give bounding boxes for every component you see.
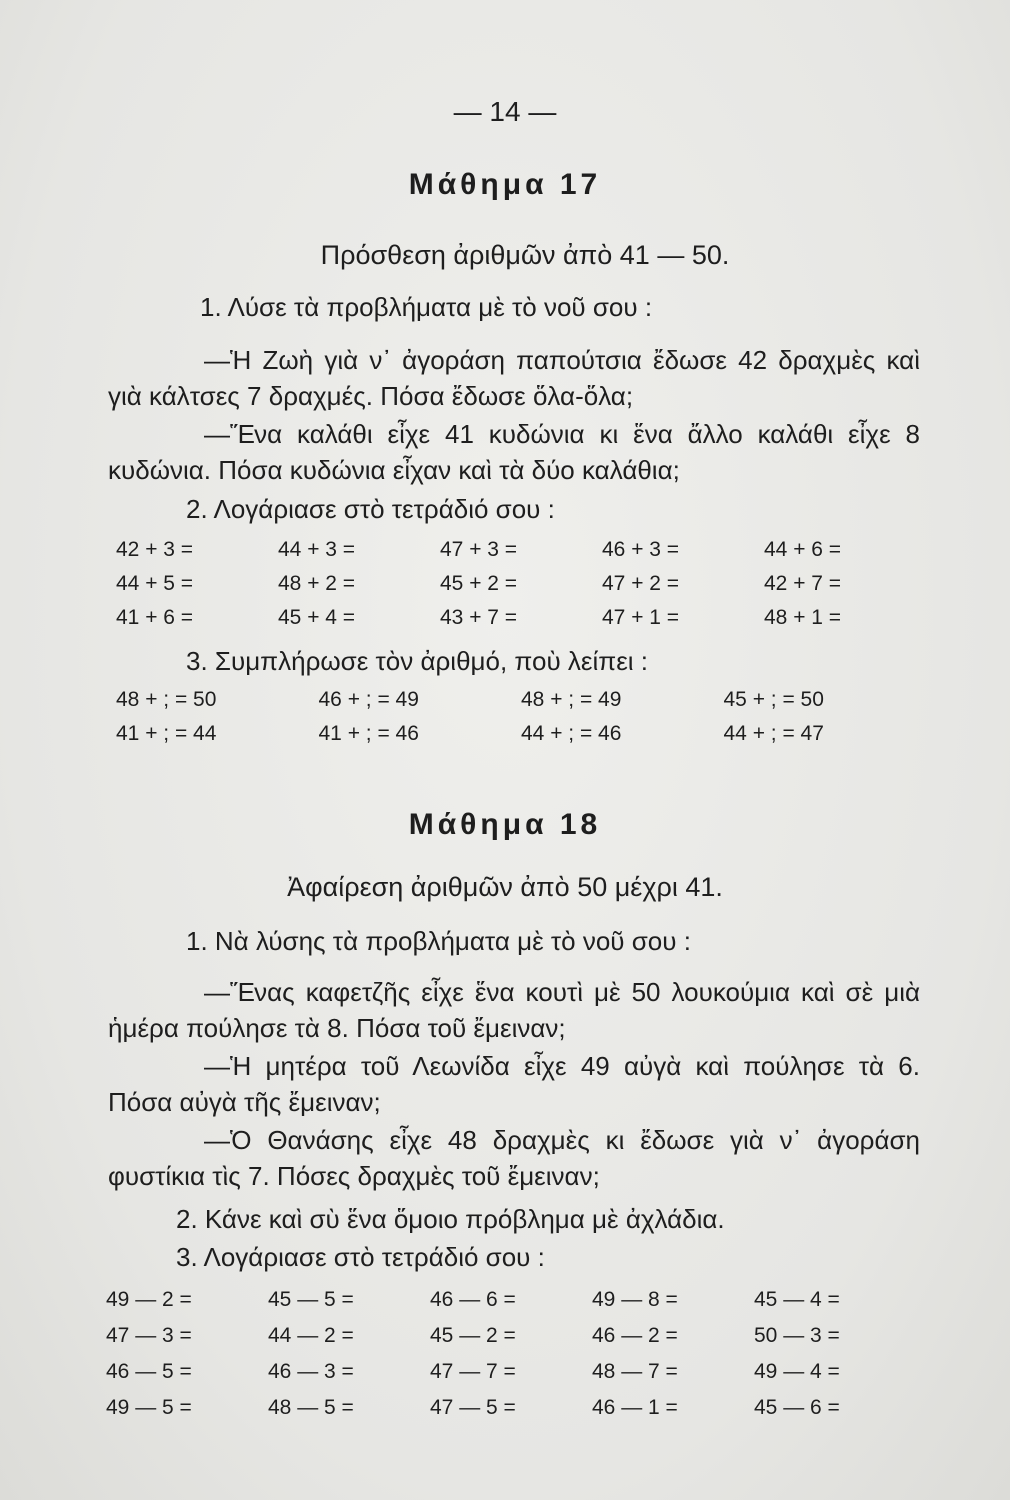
exercise: 47 + 2 = (602, 572, 680, 595)
exercise: 45 + ; = 50 (723, 688, 824, 711)
exercise: 48 + ; = 49 (521, 688, 622, 711)
lesson-17-missing-grid (116, 688, 926, 746)
exercise: 45 — 4 = (754, 1288, 840, 1311)
exercise: 44 — 2 = (268, 1324, 354, 1347)
exercise: 48 — 5 = (268, 1396, 354, 1419)
lesson-18-problem-3: —Ὁ Θανάσης εἶχε 48 δραχμὲς κι ἔδωσε γιὰ ν᾽ ἀγοράση φυστίκια τὶς 7. Πόσες δραχμὲς τοῦ ἔμειναν; (108, 1125, 920, 1191)
lesson-18-subtitle: Ἀφαίρεση ἀριθμῶν ἀπὸ 50 μέχρι 41. (287, 872, 723, 902)
lesson-18-subtraction-grid (106, 1288, 916, 1420)
lesson-18-problem-1: —Ἕνας καφετζῆς εἶχε ἕνα κουτὶ μὲ 50 λουκούμια καὶ σὲ μιὰ ἡμέρα πούλησε τὰ 8. Πόσα τοῦ ἔμειναν; (108, 977, 920, 1043)
lesson-17-subtitle: Πρόσθεση ἀριθμῶν ἀπὸ 41 — 50. (320, 240, 730, 270)
exercise: 46 — 1 = (592, 1396, 678, 1419)
exercise: 45 — 5 = (268, 1288, 354, 1311)
lesson-17-task3-heading: 3. Συμπλήρωσε τὸν ἀριθμό, ποὺ λείπει : (186, 646, 649, 676)
exercise: 42 + 3 = (116, 538, 194, 561)
lesson-18-task1-heading: 1. Νὰ λύσης τὰ προβλήματα μὲ τὸ νοῦ σου : (186, 926, 691, 956)
exercise: 48 + 1 = (764, 606, 842, 629)
exercise: 44 + 3 = (278, 538, 356, 561)
lesson-17-title: Μάθημα 17 (408, 168, 602, 201)
exercise: 44 + ; = 46 (521, 722, 622, 745)
exercise: 44 + 5 = (116, 572, 194, 595)
exercise: 43 + 7 = (440, 606, 518, 629)
exercise: 46 + ; = 49 (318, 688, 419, 711)
exercise: 44 + 6 = (764, 538, 842, 561)
exercise: 49 — 8 = (592, 1288, 678, 1311)
exercise: 50 — 3 = (754, 1324, 840, 1347)
lesson-18-problem-2: —Ἡ μητέρα τοῦ Λεωνίδα εἶχε 49 αὐγὰ καὶ πούλησε τὰ 6. Πόσα αὐγὰ τῆς ἔμειναν; (108, 1051, 920, 1117)
exercise: 47 — 5 = (430, 1396, 516, 1419)
exercise: 41 + ; = 46 (318, 722, 419, 745)
exercise: 41 + ; = 44 (116, 722, 217, 745)
exercise: 45 — 2 = (430, 1324, 516, 1347)
exercise: 46 + 3 = (602, 538, 680, 561)
lesson-17-task1-heading: 1. Λύσε τὰ προβλήματα μὲ τὸ νοῦ σου : (200, 292, 653, 322)
exercise: 47 + 1 = (602, 606, 680, 629)
exercise: 44 + ; = 47 (723, 722, 824, 745)
lesson-17-task2-heading: 2. Λογάριασε στὸ τετράδιό σου : (186, 494, 555, 524)
exercise: 47 — 7 = (430, 1360, 516, 1383)
exercise: 48 + 2 = (278, 572, 356, 595)
exercise: 48 — 7 = (592, 1360, 678, 1383)
exercise: 46 — 6 = (430, 1288, 516, 1311)
lesson-17-problem-1: —Ἡ Ζωὴ γιὰ ν᾽ ἀγοράση παπούτσια ἔδωσε 42 δραχμὲς καὶ γιὰ κάλτσες 7 δραχμές. Πόσα ἔδωσε ὅλα-ὅλα; (108, 345, 920, 411)
lesson-17-addition-grid (116, 538, 926, 630)
exercise: 46 — 5 = (106, 1360, 192, 1383)
exercise: 46 — 2 = (592, 1324, 678, 1347)
exercise: 42 + 7 = (764, 572, 842, 595)
exercise: 45 + 4 = (278, 606, 356, 629)
exercise: 49 — 5 = (106, 1396, 192, 1419)
page-number: — 14 — (453, 96, 557, 127)
exercise: 45 — 6 = (754, 1396, 840, 1419)
exercise: 48 + ; = 50 (116, 688, 217, 711)
exercise: 46 — 3 = (268, 1360, 354, 1383)
exercise: 49 — 2 = (106, 1288, 192, 1311)
lesson-18-task3-heading: 3. Λογάριασε στὸ τετράδιό σου : (176, 1242, 545, 1272)
lesson-18-task2-heading: 2. Κάνε καὶ σὺ ἕνα ὅμοιο πρόβλημα μὲ ἀχλάδια. (176, 1204, 725, 1234)
exercise: 45 + 2 = (440, 572, 518, 595)
lesson-18-title: Μάθημα 18 (408, 808, 602, 841)
exercise: 41 + 6 = (116, 606, 194, 629)
exercise: 47 — 3 = (106, 1324, 192, 1347)
lesson-17-problem-2: —Ἕνα καλάθι εἶχε 41 κυδώνια κι ἕνα ἄλλο καλάθι εἶχε 8 κυδώνια. Πόσα κυδώνια εἶχαν καὶ τὰ δύο καλάθια; (108, 419, 920, 485)
exercise: 49 — 4 = (754, 1360, 840, 1383)
exercise: 47 + 3 = (440, 538, 518, 561)
